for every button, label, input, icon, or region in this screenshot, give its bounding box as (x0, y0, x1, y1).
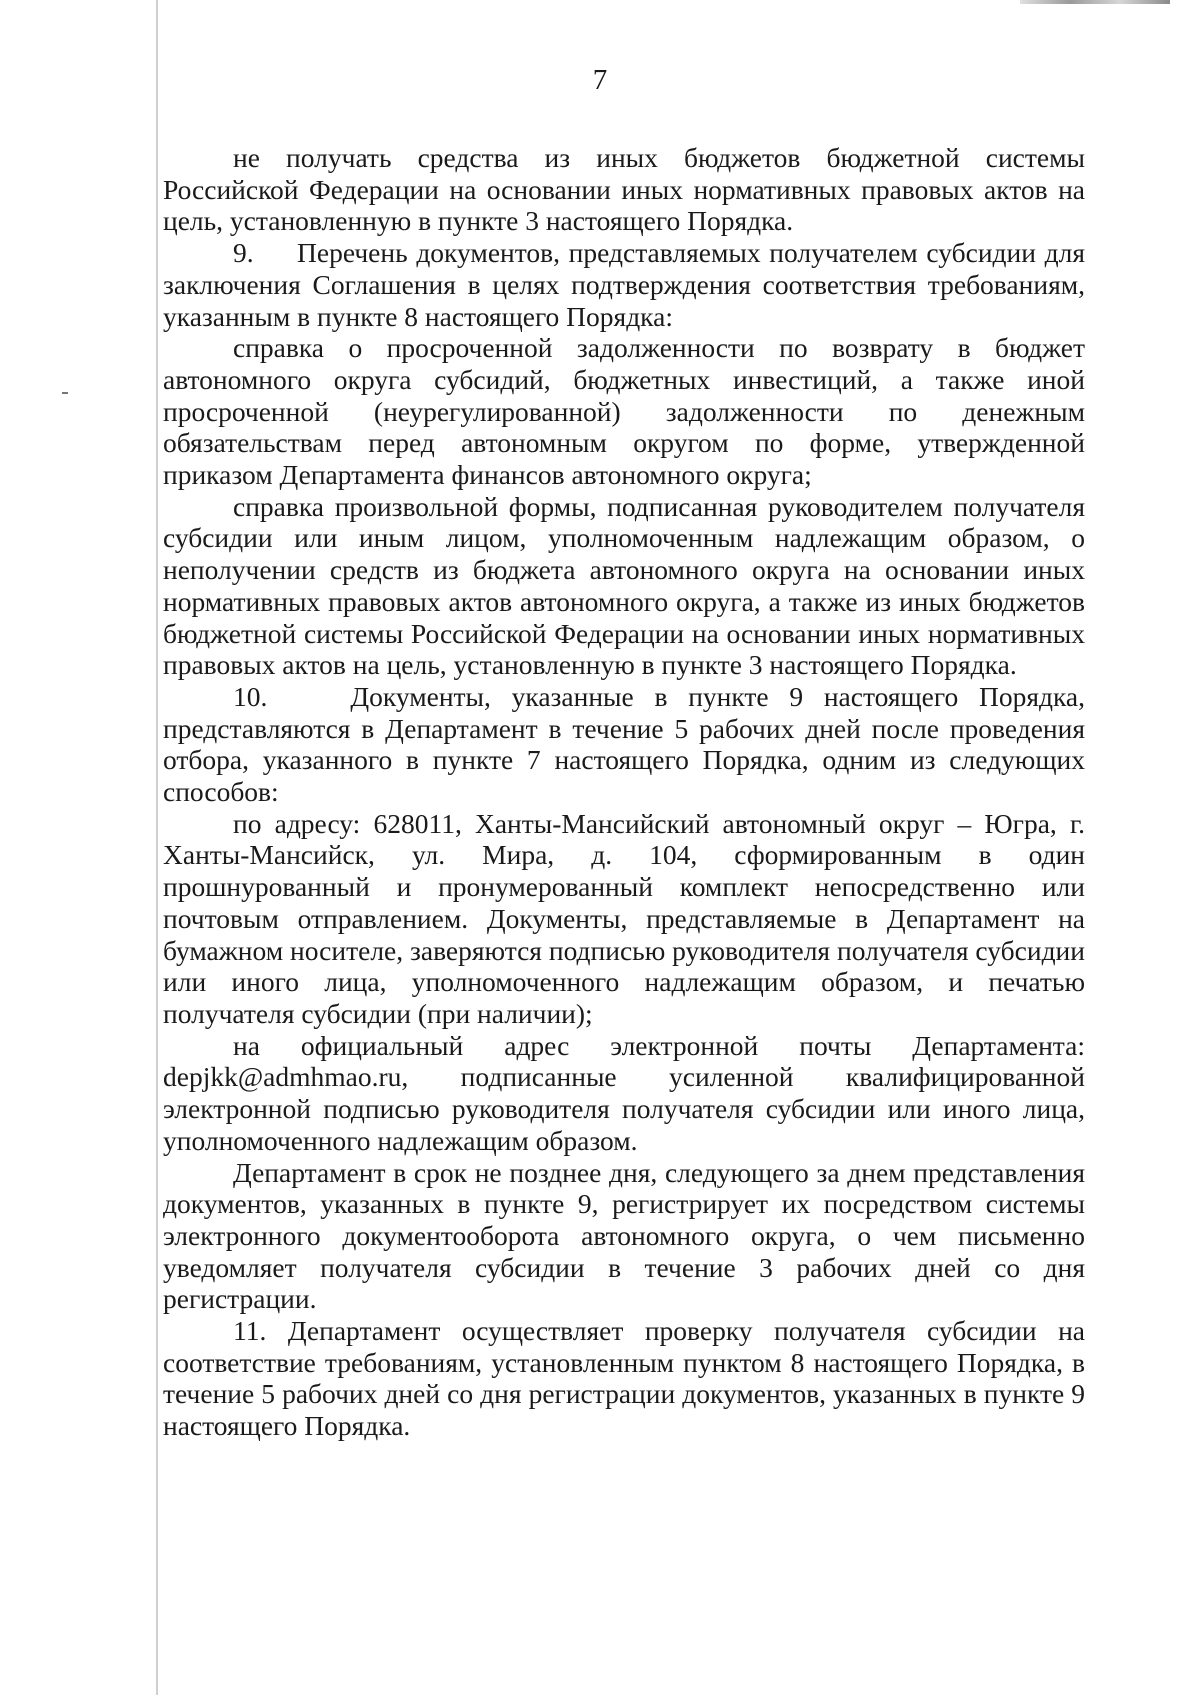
page-number: 7 (592, 64, 608, 96)
document-body (163, 142, 1085, 1442)
paragraph-item-9: 9. Перечень документов, представляемых получателем субсидии для заключения Соглашения в целях подтверждения соответствия требованиям, указанным в пункте 8 настоящего Порядка: (163, 237, 1085, 332)
paragraph-email-submission: на официальный адрес электронной почты Департамента: depjkk@admhmao.ru, подписанные усиленной квалифицированной электронной подписью руководителя получателя субсидии или иного лица, уполномоченного надлежащим образом. (163, 1029, 1085, 1156)
paragraph-registration: Департамент в срок не позднее дня, следующего за днем представления документов, указанных в пункте 9, регистрирует их посредством системы электронного документооборота автономного округа, о чем письменно уведомляет получателя субсидии в течение 3 рабочих дней со дня регистрации. (163, 1156, 1085, 1315)
paragraph-arbitrary-certificate: справка произвольной формы, подписанная руководителем получателя субсидии или иным лицом, уполномоченным надлежащим образом, о неполучении средств из бюджета автономного округа на основании иных нормативных правовых актов автономного округа, а также из иных бюджетов бюджетной системы Российской Федерации на основании иных нормативных правовых актов на цель, установленную в пункте 3 настоящего Порядка. (163, 490, 1085, 681)
scan-artifact-dot (62, 392, 68, 394)
paragraph-item-11: 11. Департамент осуществляет проверку получателя субсидии на соответствие требованиям, установленным пунктом 8 настоящего Порядка, в течение 5 рабочих дней со дня регистрации документов, указанных в пункте 9 настоящего Порядка. (163, 1315, 1085, 1442)
paragraph-no-other-funding: не получать средства из иных бюджетов бюджетной системы Российской Федерации на основании иных нормативных правовых актов на цель, установленную в пункте 3 настоящего Порядка. (163, 142, 1085, 237)
paragraph-debt-certificate: справка о просроченной задолженности по возврату в бюджет автономного округа субсидий, бюджетных инвестиций, а также иной просроченной (неурегулированной) задолженности по денежным обязательствам перед автономным округом по форме, утвержденной приказом Департамента финансов автономного округа; (163, 332, 1085, 491)
scan-left-edge (156, 0, 158, 1695)
paragraph-item-10: 10. Документы, указанные в пункте 9 настоящего Порядка, представляются в Департамент в течение 5 рабочих дней после проведения отбора, указанного в пункте 7 настоящего Порядка, одним из следующих способов: (163, 680, 1085, 808)
paragraph-postal-address: по адресу: 628011, Ханты-Мансийский автономный округ – Югра, г. Ханты-Мансийск, ул. Мира, д. 104, сформированным в один прошнурованный и пронумерованный комплект непосредственно или почтовым отправлением. Документы, представляемые в Департамент на бумажном носителе, заверяются подписью руководителя получателя субсидии или иного лица, уполномоченного надлежащим образом, и печатью получателя субсидии (при наличии); (163, 807, 1085, 1029)
scan-artifact-top (1020, 0, 1170, 4)
